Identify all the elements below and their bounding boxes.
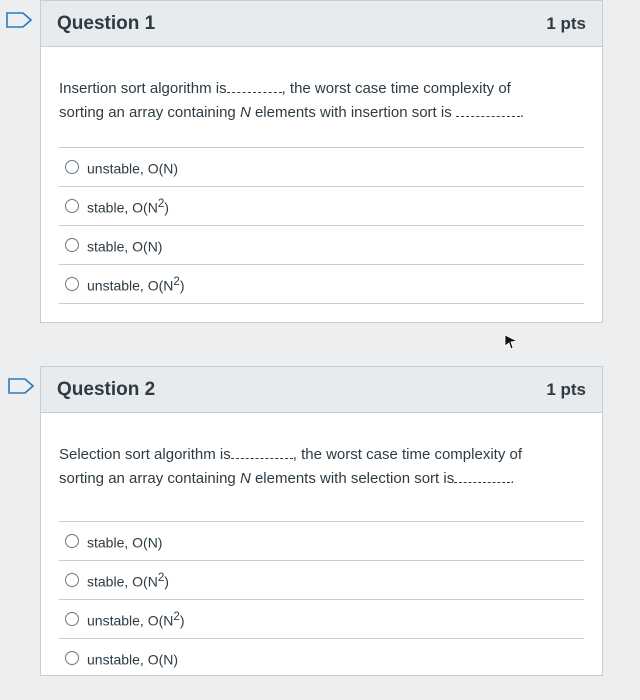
question-text: Insertion sort algorithm is , the worst case time complexity of sorting an array containing N elements with insertion sort is .: [59, 80, 525, 121]
answer-label: stable, $O(N^2)$: [87, 196, 169, 216]
question-title: Question 2: [57, 378, 156, 400]
radio-button[interactable]: [65, 238, 79, 252]
radio-button[interactable]: [65, 612, 79, 626]
answer-label: unstable, $O(N^2)$: [87, 274, 185, 294]
bookmark-icon[interactable]: [8, 378, 34, 394]
question-card: [40, 366, 603, 676]
answer-option[interactable]: [59, 187, 584, 226]
answer-option[interactable]: [59, 522, 584, 561]
answer-label: unstable, O(N): [87, 160, 179, 177]
question-title: Question 1: [57, 12, 156, 34]
answer-label: unstable, $O(N^2)$: [87, 609, 185, 629]
answer-list: [59, 147, 584, 304]
question-header: [41, 1, 602, 47]
answer-option[interactable]: [59, 226, 584, 265]
question-points: 1 pts: [546, 379, 586, 399]
question-card: [40, 0, 603, 323]
question-text: Selection sort algorithm is , the worst case time complexity of sorting an array containing N elements with selection sort is .: [59, 446, 522, 487]
radio-button[interactable]: [65, 651, 79, 665]
radio-button[interactable]: [65, 277, 79, 291]
answer-list: [59, 521, 584, 677]
answer-label: stable, $O(N^2)$: [87, 570, 169, 590]
answer-label: stable, O(N): [87, 534, 163, 551]
radio-button[interactable]: [65, 199, 79, 213]
mouse-pointer-icon: [504, 334, 518, 355]
answer-option[interactable]: [59, 148, 584, 187]
answer-label: stable, O(N): [87, 238, 163, 255]
answer-option[interactable]: [59, 600, 584, 639]
answer-option[interactable]: [59, 639, 584, 677]
answer-option[interactable]: [59, 561, 584, 600]
question-header: [41, 367, 602, 413]
radio-button[interactable]: [65, 160, 79, 174]
question-points: 1 pts: [546, 13, 586, 33]
answer-label: unstable, O(N): [87, 651, 179, 668]
bookmark-icon[interactable]: [6, 12, 32, 28]
radio-button[interactable]: [65, 534, 79, 548]
answer-option[interactable]: [59, 265, 584, 304]
radio-button[interactable]: [65, 573, 79, 587]
